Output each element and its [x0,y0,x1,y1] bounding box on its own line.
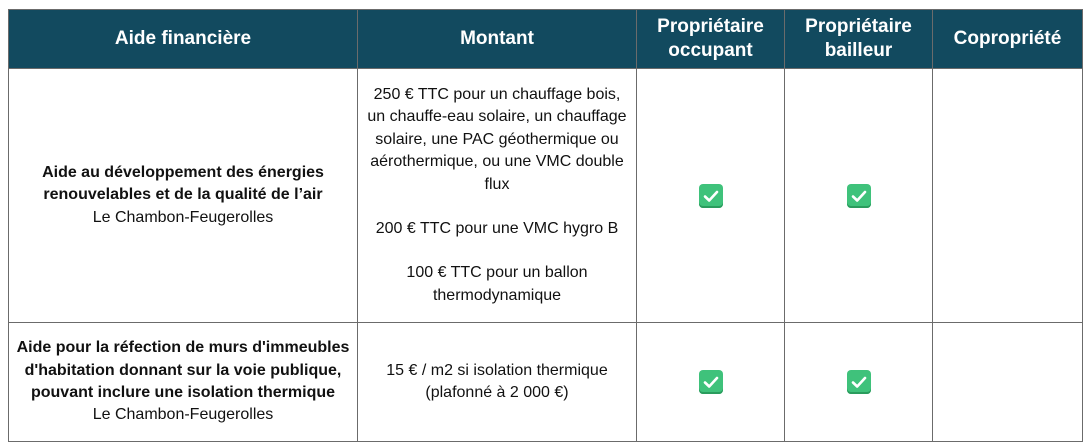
copropriete-cell [933,69,1083,323]
amount-line: 15 € / m2 si isolation thermique [386,361,608,379]
amount-spacer [364,196,630,218]
aid-cell [9,323,358,442]
header-proprietaire-occupant: Propriétaire occupant [637,10,785,69]
financial-aid-table [8,9,1083,442]
header-copropriete: Copropriété [933,10,1083,69]
aid-location: Le Chambon-Feugerolles [92,208,274,226]
aid-location: Le Chambon-Feugerolles [92,406,274,424]
owner-landlord-cell [785,69,933,323]
header-aide-financiere: Aide financière [9,10,358,69]
check-icon [847,370,871,394]
amount-line: (plafonné à 2 000 €) [425,384,569,401]
table-header-row [9,10,1083,69]
header-proprietaire-bailleur: Propriétaire bailleur [785,10,933,69]
amount-cell [358,323,637,442]
aid-cell [9,69,358,323]
aid-title: Aide au développement des énergies renouvelables et de la qualité de l’air [42,163,324,204]
owner-landlord-cell [785,323,933,442]
table-row [9,69,1083,323]
amount-paragraph: 200 € TTC pour une VMC hygro B [375,219,619,237]
amount-paragraph: 250 € TTC pour un chauffage bois, un chauffe-eau solaire, un chauffage solaire, une PAC géothermique ou aérothermique, ou une VMC double flux [367,85,627,193]
check-icon [699,184,723,208]
check-icon [699,370,723,394]
amount-spacer [364,240,630,262]
header-montant: Montant [358,10,637,69]
copropriete-cell [933,323,1083,442]
check-icon [847,184,871,208]
table-row [9,323,1083,442]
aid-title: Aide pour la réfection de murs d'immeubles d'habitation donnant sur la voie publique, pouvant inclure une isolation thermique [16,339,350,401]
amount-cell [358,69,637,323]
owner-occupant-cell [637,323,785,442]
amount-paragraph: 100 € TTC pour un ballon thermodynamique [406,264,588,304]
owner-occupant-cell [637,69,785,323]
